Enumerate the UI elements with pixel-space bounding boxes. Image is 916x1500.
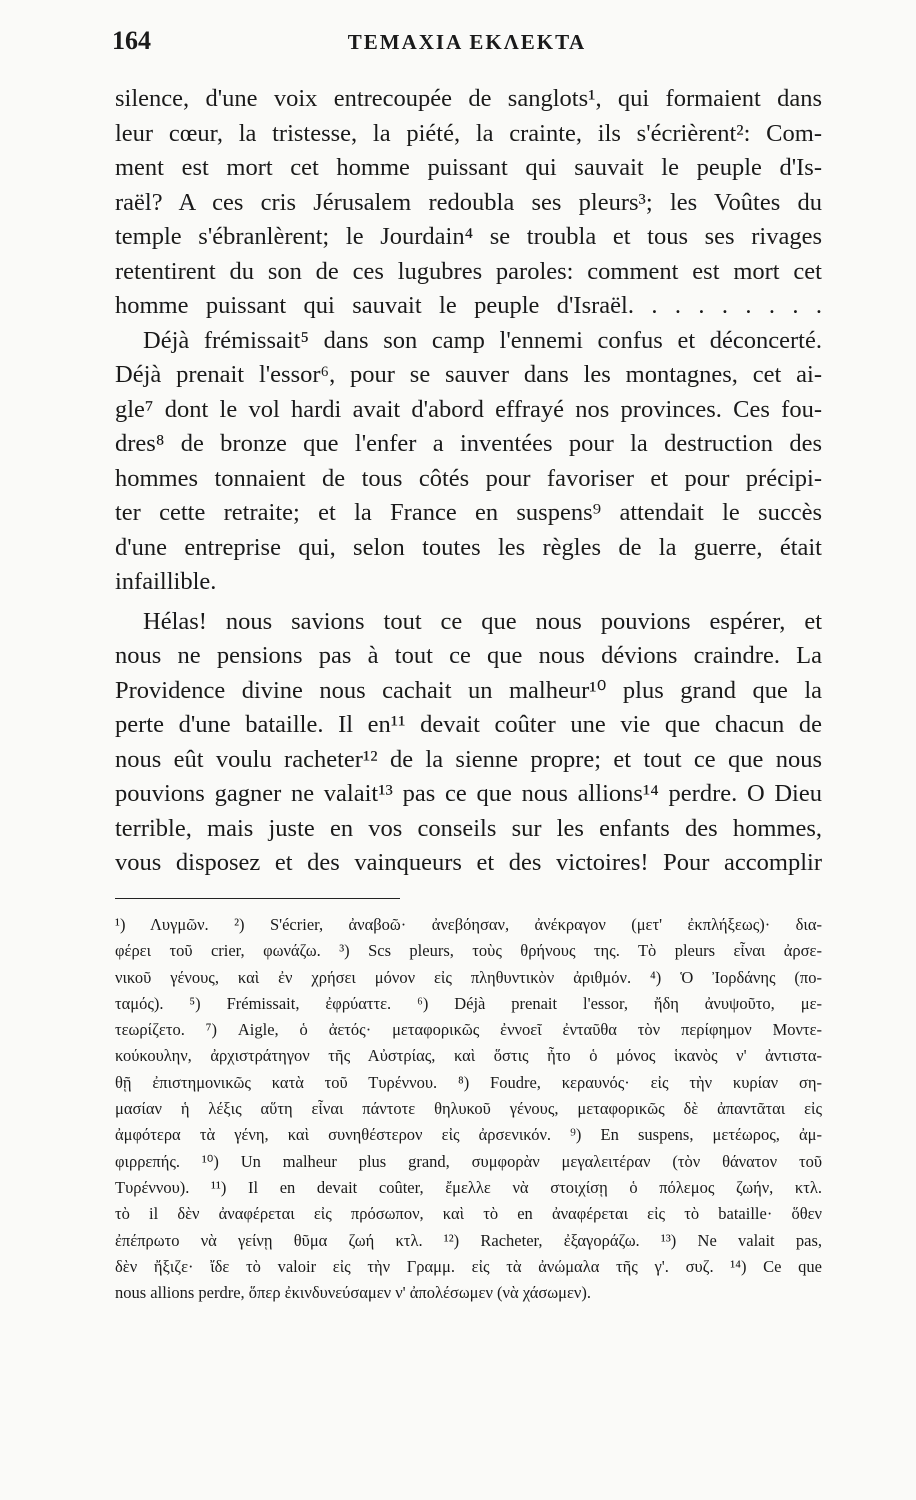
page-number: 164 xyxy=(112,26,151,55)
footnote-line: ¹) Λυγμῶν. ²) S'écrier, ἀναβοῶ· ἀνεβόησαν, ἀνέκραγον (μετ' ἐκπλήξεως)· δια- xyxy=(115,915,822,934)
footnote-divider xyxy=(115,898,400,899)
page-header xyxy=(112,22,822,62)
body-line: gle⁷ dont le vol hardi avait d'abord effrayé nos provinces. Ces fou- xyxy=(115,395,822,423)
body-line: vous disposez et des vainqueurs et des victoires! Pour accomplir xyxy=(115,849,822,876)
footnote-line: nous allions perdre, ὅπερ ἐκινδυνεύσαμεν ν' ἀπολέσωμεν (νὰ χάσωμεν). xyxy=(115,1283,591,1303)
body-line: ment est mort cet homme puissant qui sauvait le peuple d'Is- xyxy=(115,154,822,181)
body-line: Déjà prenait l'essor⁶, pour se sauver dans les montagnes, cet ai- xyxy=(115,361,822,388)
footnote-line: νικοῦ γένους, καὶ ἐν χρήσει μόνον εἰς πληθυντικὸν ἀριθμόν. ⁴) Ὁ Ἰορδάνης (πο- xyxy=(115,967,822,987)
footnote-line: Τυρέννου). ¹¹) Il en devait coûter, ἔμελλε νὰ στοιχίσῃ ὁ πόλεμος ζωήν, κτλ. xyxy=(115,1177,822,1197)
footnote-line: φιρρεπής. ¹⁰) Un malheur plus grand, συμφορὰν μεγαλειτέραν (τὸν θάνατον τοῦ xyxy=(115,1151,822,1171)
body-line: temple s'ébranlèrent; le Jourdain⁴ se troubla et tous ses rivages xyxy=(115,223,822,250)
body-line: nous eût voulu racheter¹² de la sienne propre; et tout ce que nous xyxy=(115,745,822,773)
body-line: pouvions gagner ne valait¹³ pas ce que nous allions¹⁴ perdre. O Dieu xyxy=(115,780,822,807)
footnote-line: κούκουλην, ἀρχιστράτηγον τῆς Αὐστρίας, καὶ ὅστις ἦτο ὁ μόνος ἱκανὸς ν' ἀντιστα- xyxy=(115,1046,822,1066)
footnote-line: ἀμφότερα τὰ γένη, καὶ συνηθέστερον εἰς ἀρσενικόν. ⁹) En suspens, μετέωρος, ἀμ- xyxy=(115,1125,822,1145)
body-line: Déjà frémissait⁵ dans son camp l'ennemi confus et déconcerté. xyxy=(143,326,822,354)
body-line: infaillible. xyxy=(115,568,217,595)
body-line: nous ne pensions pas à tout ce que nous dévions craindre. La xyxy=(115,642,822,669)
footnote-line: δὲν ἤξιζε· ἴδε τὸ valoir εἰς τὴν Γραμμ. εἰς τὰ ἀνώμαλα τῆς γ'. συζ. ¹⁴) Ce que xyxy=(115,1256,822,1276)
footnote-line: τεωρίζετο. ⁷) Aigle, ὁ ἀετός· μεταφορικῶς ἐννοεῖ ἐνταῦθα τὸν περίφημον Μοντε- xyxy=(115,1020,822,1040)
footnotes xyxy=(115,912,822,1306)
body-line: homme puissant qui sauvait le peuple d'Israël. . . . . . . . . xyxy=(115,292,822,319)
body-line: raël? A ces cris Jérusalem redoubla ses pleurs³; les Voûtes du xyxy=(115,188,822,216)
body-line: Providence divine nous cachait un malheur¹⁰ plus grand que la xyxy=(115,676,822,704)
body-line: silence, d'une voix entrecoupée de sanglots¹, qui formaient dans xyxy=(115,85,822,112)
body-line: terrible, mais juste en vos conseils sur les enfants des hommes, xyxy=(115,814,822,842)
body-line: d'une entreprise qui, selon toutes les règles de la guerre, était xyxy=(115,533,822,561)
body-line: dres⁸ de bronze que l'enfer a inventées pour la destruction des xyxy=(115,430,822,457)
footnote-line: ταμός). ⁵) Frémissait, ἐφρύαττε. ⁶) Déjà prenait l'essor, ἤδη ἀνυψοῦτο, με- xyxy=(115,993,822,1013)
running-head: ΤΕΜΑΧΙΑ ΕΚΛΕΚΤΑ xyxy=(347,30,587,54)
body-line: Hélas! nous savions tout ce que nous pouvions espérer, et xyxy=(143,607,822,635)
body-line: ter cette retraite; et la France en suspens⁹ attendait le succès xyxy=(115,499,822,526)
body-text xyxy=(115,82,822,881)
footnote-line: ἐπέπρωτο νὰ γείνῃ θῦμα ζωή κτλ. ¹²) Racheter, ἐξαγοράζω. ¹³) Ne valait pas, xyxy=(115,1230,822,1250)
body-line: retentirent du son de ces lugubres paroles: comment est mort cet xyxy=(115,257,822,285)
footnote-line: φέρει τοῦ crier, φωνάζω. ³) Scs pleurs, τοὺς θρήνους της. Τὸ pleurs εἶναι ἀρσε- xyxy=(115,941,822,961)
footnote-line: τὸ il δὲν ἀναφέρεται εἰς πρόσωπον, καὶ τὸ en ἀναφέρεται εἰς τὸ bataille· ὅθεν xyxy=(115,1204,822,1224)
body-line: leur cœur, la tristesse, la piété, la crainte, ils s'écrièrent²: Com- xyxy=(115,119,822,147)
body-line: perte d'une bataille. Il en¹¹ devait coûter une vie que chacun de xyxy=(115,711,822,738)
footnote-line: θῇ ἐπιστημονικῶς κατὰ τοῦ Τυρέννου. ⁸) Foudre, κεραυνός· εἰς τὴν κυρίαν ση- xyxy=(115,1072,822,1092)
footnote-line: μασίαν ἡ λέξις αὕτη εἶναι πάντοτε θηλυκοῦ γένους, μεταφορικῶς δὲ ἀπαντᾶται εἰς xyxy=(115,1099,822,1119)
body-line: hommes tonnaient de tous côtés pour favoriser et pour précipi- xyxy=(115,464,822,492)
